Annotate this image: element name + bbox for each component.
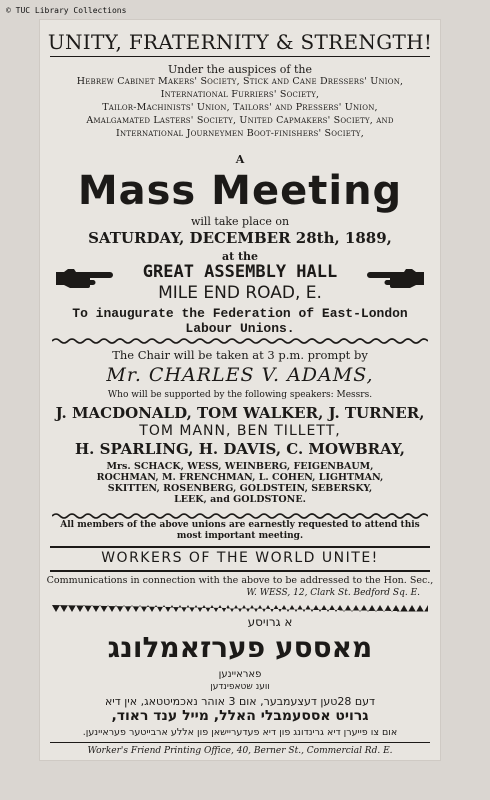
society-line: Hebrew Cabinet Makers' Society, Stick and Cane Dressers' Union,: [76, 76, 404, 87]
society-line: Tailor-Machinists' Union, Tailors' and Pressers' Union,: [102, 102, 378, 113]
workers-unite-call: WORKERS OF THE WORLD UNITE!: [101, 550, 379, 566]
yiddish-line: אום צו פייערן דיא גרינדונג פון דיא פעדעריישאן פון אללע ארבייטער פעראיינען.: [82, 727, 398, 738]
more-speakers-line: ROCHMAN, M. FRENCHMAN, L. COHEN, LIGHTMAN,: [96, 472, 384, 483]
divider-rule: [50, 742, 430, 743]
divider-rule: [50, 546, 430, 548]
mass-meeting-headline: Mass Meeting: [77, 168, 403, 214]
society-line: International Furriers' Society,: [160, 89, 320, 100]
meeting-poster: [40, 20, 440, 760]
yiddish-line: ווענ שטאפינדען: [210, 682, 270, 692]
yiddish-line: דעם 28טען דעצעמבער, אום 3 אוהר נאכמיטטאג, אין דיא: [104, 695, 376, 708]
yiddish-venue: גרויט אססעמבלי האלל, מייל ענד ראוד,: [111, 708, 369, 724]
more-speakers-line: Mrs. SCHACK, WESS, WEINBERG, FEIGENBAUM,: [106, 461, 374, 472]
article-a: A: [235, 153, 245, 166]
secretary-address: W. WESS, 12, Clark St. Bedford Sq. E.: [246, 588, 420, 598]
wavy-divider: [52, 513, 428, 519]
society-line: International Journeymen Boot-finishers' Society,: [116, 128, 364, 139]
attendance-request: All members of the above unions are earnestly requested to attend this: [60, 520, 420, 530]
purpose-line: To inaugurate the Federation of East-London: [72, 306, 408, 321]
venue-address: MILE END ROAD, E.: [158, 283, 322, 303]
chairman-name: Mr. CHARLES V. ADAMS,: [106, 364, 374, 386]
printer-imprint: Worker's Friend Printing Office, 40, Berner St., Commercial Rd. E.: [87, 746, 393, 756]
wavy-divider: [52, 338, 428, 344]
at-the: at the: [221, 250, 259, 263]
yiddish-headline: מאססע פערזאמלונג: [107, 631, 373, 664]
will-take-place: will take place on: [190, 215, 290, 228]
collection-credit: © TUC Library Collections: [6, 6, 127, 15]
yiddish-line: א גרויסע: [247, 615, 293, 629]
poster-slogan: UNITY, FRATERNITY & STRENGTH!: [47, 30, 433, 54]
chair-notice: The Chair will be taken at 3 p.m. prompt by: [112, 348, 368, 362]
divider-rule: [50, 56, 430, 57]
more-speakers-line: SKITTEN, ROSENBERG, GOLDSTEIN, SEBERSKY,: [107, 483, 373, 494]
meeting-date: SATURDAY, DECEMBER 28th, 1889,: [88, 229, 392, 247]
speakers-line: J. MACDONALD, TOM WALKER, J. TURNER,: [55, 404, 425, 422]
purpose-line: Labour Unions.: [185, 321, 295, 336]
supported-by: Who will be supported by the following speakers: Messrs.: [107, 390, 373, 400]
zigzag-divider: [52, 605, 428, 612]
society-line: Amalgamated Lasters' Society, United Capmakers' Society, and: [86, 115, 394, 126]
venue-name: GREAT ASSEMBLY HALL: [142, 262, 338, 282]
speakers-line: TOM MANN, BEN TILLETT,: [139, 423, 341, 439]
communications-notice: Communications in connection with the above to be addressed to the Hon. Sec.,: [46, 575, 434, 586]
auspices-intro: Under the auspices of the: [167, 63, 313, 76]
attendance-request: most important meeting.: [176, 531, 304, 541]
speakers-line: H. SPARLING, H. DAVIS, C. MOWBRAY,: [75, 440, 405, 458]
yiddish-line: פאראיינען: [218, 669, 262, 680]
more-speakers-line: LEEK, and GOLDSTONE.: [174, 494, 306, 505]
divider-rule: [50, 570, 430, 572]
